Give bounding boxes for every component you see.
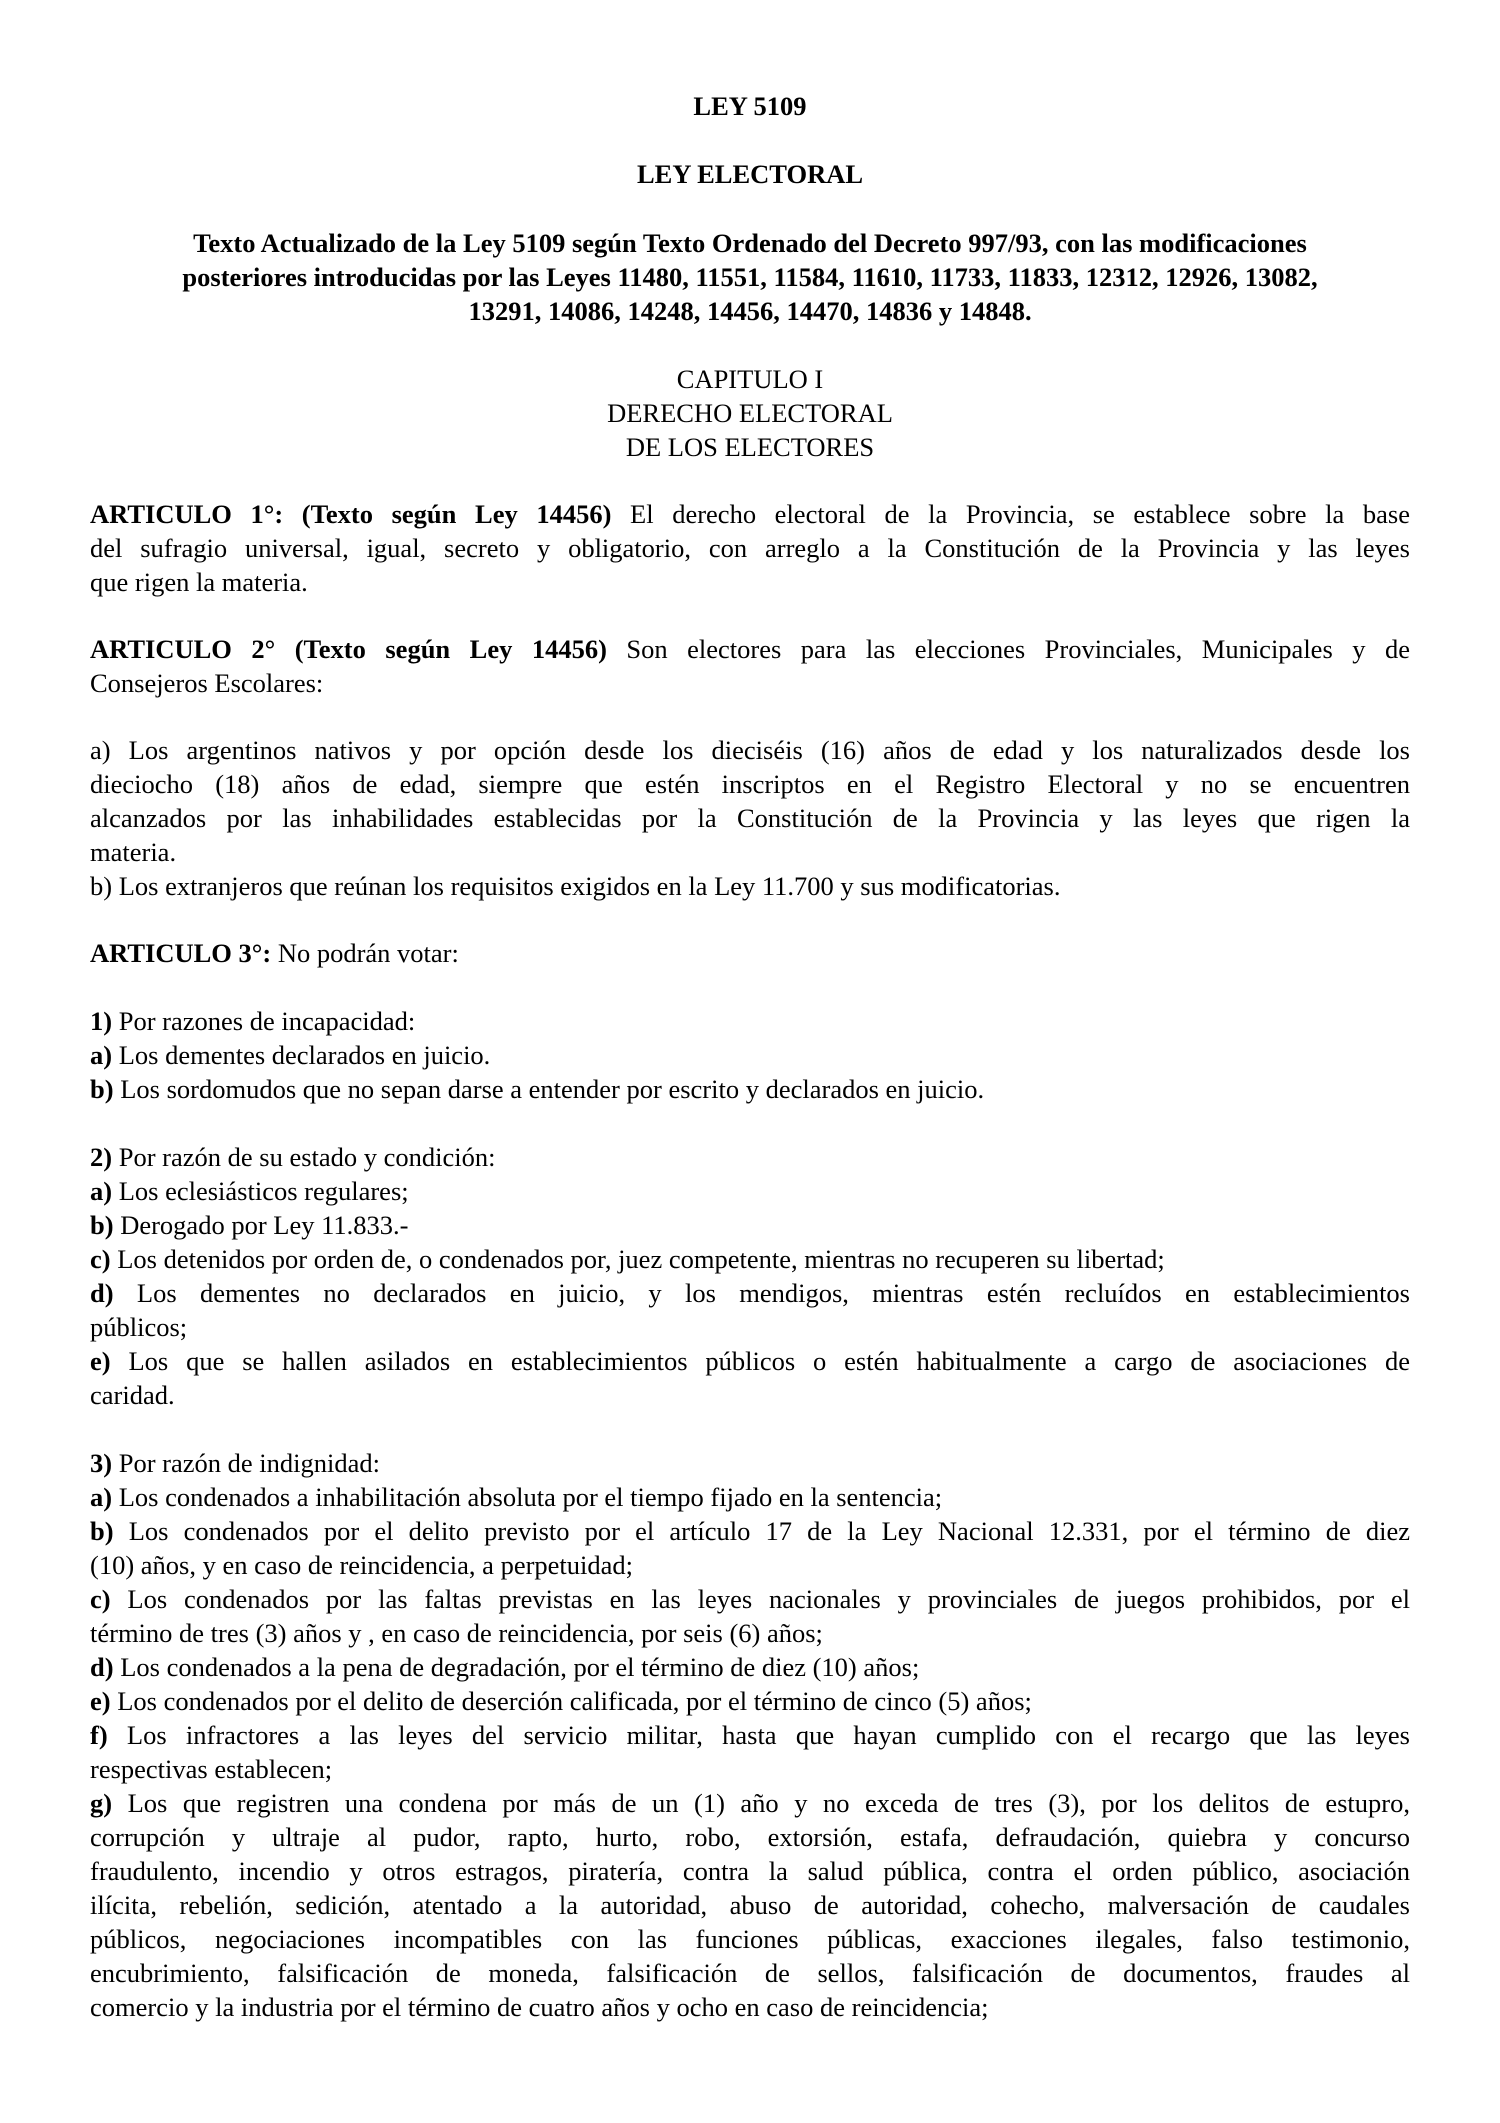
group-2-item-c: c) Los detenidos por orden de, o condenados por, juez competente, mientras no recuperen su libertad;	[90, 1244, 1165, 1274]
group-2-item-d-line-2: públicos;	[90, 1312, 188, 1342]
preamble-line-2: posteriores introducidas por las Leyes 11480, 11551, 11584, 11610, 11733, 11833, 12312, 12926, 13082,	[182, 262, 1318, 292]
group-3-item-b-line-2: (10) años, y en caso de reincidencia, a perpetuidad;	[90, 1550, 634, 1580]
group-2-item-d-line-1: d) Los dementes no declarados en juicio, y los mendigos, mientras estén recluídos en establecimientos	[90, 1278, 1410, 1308]
group-3-item-g-line-6: encubrimiento, falsificación de moneda, falsificación de sellos, falsificación de documentos, fraudes al	[90, 1958, 1410, 1988]
law-name-title: LEY ELECTORAL	[636, 159, 864, 189]
group-3-item-d: d) Los condenados a la pena de degradación, por el término de diez (10) años;	[90, 1652, 920, 1682]
preamble-line-1: Texto Actualizado de la Ley 5109 según Texto Ordenado del Decreto 997/93, con las modificaciones	[193, 228, 1307, 258]
article-2-label: ARTICULO 2° (Texto según Ley 14456)	[90, 634, 607, 664]
article-3-label: ARTICULO 3°:	[90, 938, 272, 968]
group-1-item-b: b) Los sordomudos que no sepan darse a entender por escrito y declarados en juicio.	[90, 1074, 985, 1104]
group-3-item-e: e) Los condenados por el delito de deserción calificada, por el término de cinco (5) años;	[90, 1686, 1032, 1716]
group-3-item-c-line-2: término de tres (3) años y , en caso de reincidencia, por seis (6) años;	[90, 1618, 823, 1648]
article-1-line-3: que rigen la materia.	[90, 567, 308, 597]
group-2-item-b: b) Derogado por Ley 11.833.-	[90, 1210, 409, 1240]
preamble-line-3: 13291, 14086, 14248, 14456, 14470, 14836 y 14848.	[468, 296, 1032, 326]
group-3-item-g-line-5: públicos, negociaciones incompatibles con las funciones públicas, exacciones ilegales, falso testimonio,	[90, 1924, 1410, 1954]
group-3-item-f-line-1: f) Los infractores a las leyes del servicio militar, hasta que hayan cumplido con el recargo que las leyes	[90, 1720, 1410, 1750]
group-2-title: 2) Por razón de su estado y condición:	[90, 1142, 496, 1172]
article-1-label: ARTICULO 1°: (Texto según Ley 14456)	[90, 499, 612, 529]
group-2-item-e-line-1: e) Los que se hallen asilados en establecimientos públicos o estén habitualmente a cargo de asociaciones de	[90, 1346, 1410, 1376]
group-3-item-f-line-2: respectivas establecen;	[90, 1754, 333, 1784]
article-2-item-a-line-2: dieciocho (18) años de edad, siempre que estén inscriptos en el Registro Electoral y no se encuentren	[90, 769, 1410, 799]
article-2-line-1: ARTICULO 2° (Texto según Ley 14456) Son electores para las elecciones Provinciales, Municipales y de	[90, 634, 1410, 664]
article-2-item-b: b) Los extranjeros que reúnan los requisitos exigidos en la Ley 11.700 y sus modificatorias.	[90, 871, 1061, 901]
article-2-item-a-line-4: materia.	[90, 837, 177, 867]
group-2-item-a: a) Los eclesiásticos regulares;	[90, 1176, 409, 1206]
group-3-item-c-line-1: c) Los condenados por las faltas previstas en las leyes nacionales y provinciales de juegos prohibidos, por el	[90, 1584, 1410, 1614]
group-3-title: 3) Por razón de indignidad:	[90, 1448, 380, 1478]
article-1-line-2: del sufragio universal, igual, secreto y obligatorio, con arreglo a la Constitución de la Provincia y las leyes	[90, 533, 1410, 563]
article-3-line: ARTICULO 3°: No podrán votar:	[90, 938, 459, 968]
group-3-item-a: a) Los condenados a inhabilitación absoluta por el tiempo fijado en la sentencia;	[90, 1482, 943, 1512]
chapter-subtitle: DE LOS ELECTORES	[625, 432, 875, 462]
group-1-item-a: a) Los dementes declarados en juicio.	[90, 1040, 491, 1070]
group-2-item-e-line-2: caridad.	[90, 1380, 175, 1410]
group-3-item-g-line-4: ilícita, rebelión, sedición, atentado a la autoridad, abuso de autoridad, cohecho, malversación de caudales	[90, 1890, 1410, 1920]
law-number-title: LEY 5109	[693, 91, 807, 121]
group-3-item-b-line-1: b) Los condenados por el delito previsto por el artículo 17 de la Ley Nacional 12.331, por el término de diez	[90, 1516, 1410, 1546]
article-2-line-2: Consejeros Escolares:	[90, 668, 324, 698]
group-3-item-g-line-2: corrupción y ultraje al pudor, rapto, hurto, robo, extorsión, estafa, defraudación, quiebra y concurso	[90, 1822, 1410, 1852]
article-2-item-a-line-1: a) Los argentinos nativos y por opción desde los dieciséis (16) años de edad y los naturalizados desde los	[90, 735, 1410, 765]
article-1-line-1: ARTICULO 1°: (Texto según Ley 14456) El derecho electoral de la Provincia, se establece sobre la base	[90, 499, 1410, 529]
group-3-item-g-line-1: g) Los que registren una condena por más de un (1) año y no exceda de tres (3), por los delitos de estupro,	[90, 1788, 1410, 1818]
chapter-number: CAPITULO I	[676, 364, 824, 394]
article-2-item-a-line-3: alcanzados por las inhabilidades establecidas por la Constitución de la Provincia y las leyes que rigen la	[90, 803, 1410, 833]
group-3-item-g-line-7: comercio y la industria por el término de cuatro años y ocho en caso de reincidencia;	[90, 1992, 989, 2022]
group-3-item-g-line-3: fraudulento, incendio y otros estragos, piratería, contra la salud pública, contra el orden público, asociación	[90, 1856, 1410, 1886]
chapter-title: DERECHO ELECTORAL	[607, 398, 893, 428]
group-1-title: 1) Por razones de incapacidad:	[90, 1006, 416, 1036]
